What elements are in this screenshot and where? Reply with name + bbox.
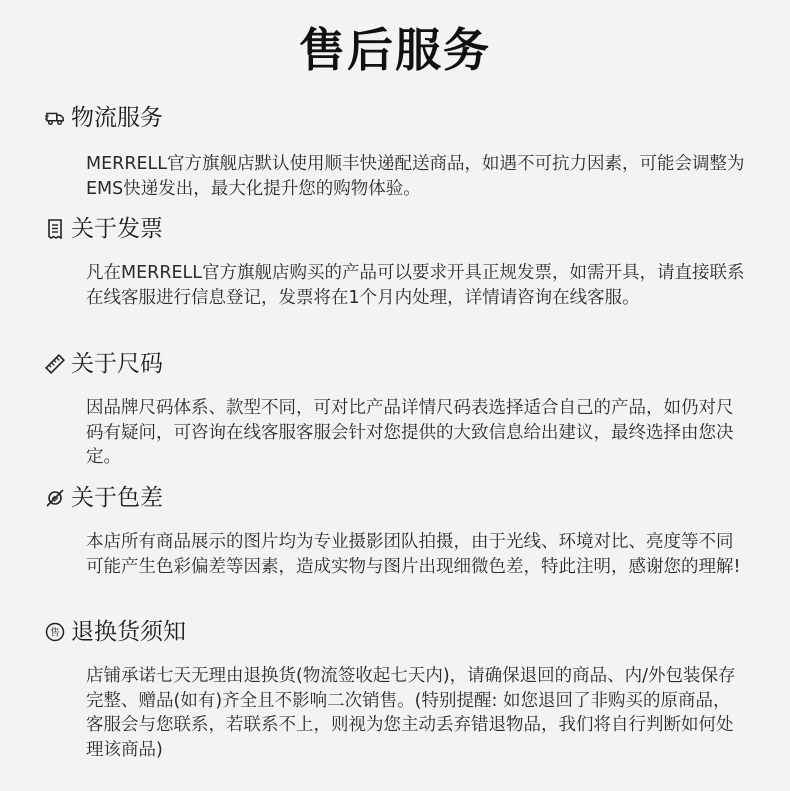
section-heading <box>45 616 186 648</box>
section-body: 本店所有商品展示的图片均为专业摄影团队拍摄，由于光线、环境对比、亮度等不同可能产生色彩偏差等因素，造成实物与图片出现细微色差，特此注明，感谢您的理解! <box>86 532 741 577</box>
section-body: 凡在MERRELL官方旗舰店购买的产品可以要求开具正规发票，如需开具，请直接联系在线客服进行信息登记，发票将在1个月内处理，详情请咨询在线客服。 <box>86 263 745 308</box>
section-heading <box>45 482 163 514</box>
ruler-icon <box>45 354 65 374</box>
section-title: 物流服务 <box>71 105 163 131</box>
invoice-icon <box>45 219 65 239</box>
section-body: 店铺承诺七天无理由退换货(物流签收起七天内)，请确保退回的商品、内/外包装保存完整、赠品(如有)齐全且不影响二次销售。(特别提醒: 如您退回了非购买的原商品，客服会与您联系，若联系不上，则视为您主动丢弃错退物品，我们将自行判断如何处理该商品) <box>86 666 736 760</box>
svg-text:售: 售 <box>50 627 60 639</box>
section-title: 退换货须知 <box>71 619 186 645</box>
truck-icon <box>45 108 65 128</box>
section-heading <box>45 348 163 380</box>
after-sale-icon <box>45 622 65 642</box>
section-heading <box>45 213 163 245</box>
section-title: 关于发票 <box>71 216 163 242</box>
section-body: 因品牌尺码体系、款型不同，可对比产品详情尺码表选择适合自己的产品，如仍对尺码有疑问，可咨询在线客服客服会针对您提供的大致信息给出建议，最终选择由您决定。 <box>86 398 734 467</box>
section-title: 关于尺码 <box>71 351 163 377</box>
section-body: MERRELL官方旗舰店默认使用顺丰快递配送商品，如遇不可抗力因素，可能会调整为EMS快递发出，最大化提升您的购物体验。 <box>86 154 745 199</box>
section-title: 关于色差 <box>71 485 163 511</box>
page-title: 售后服务 <box>299 23 491 77</box>
section-heading <box>45 102 163 134</box>
color-icon <box>45 488 65 508</box>
